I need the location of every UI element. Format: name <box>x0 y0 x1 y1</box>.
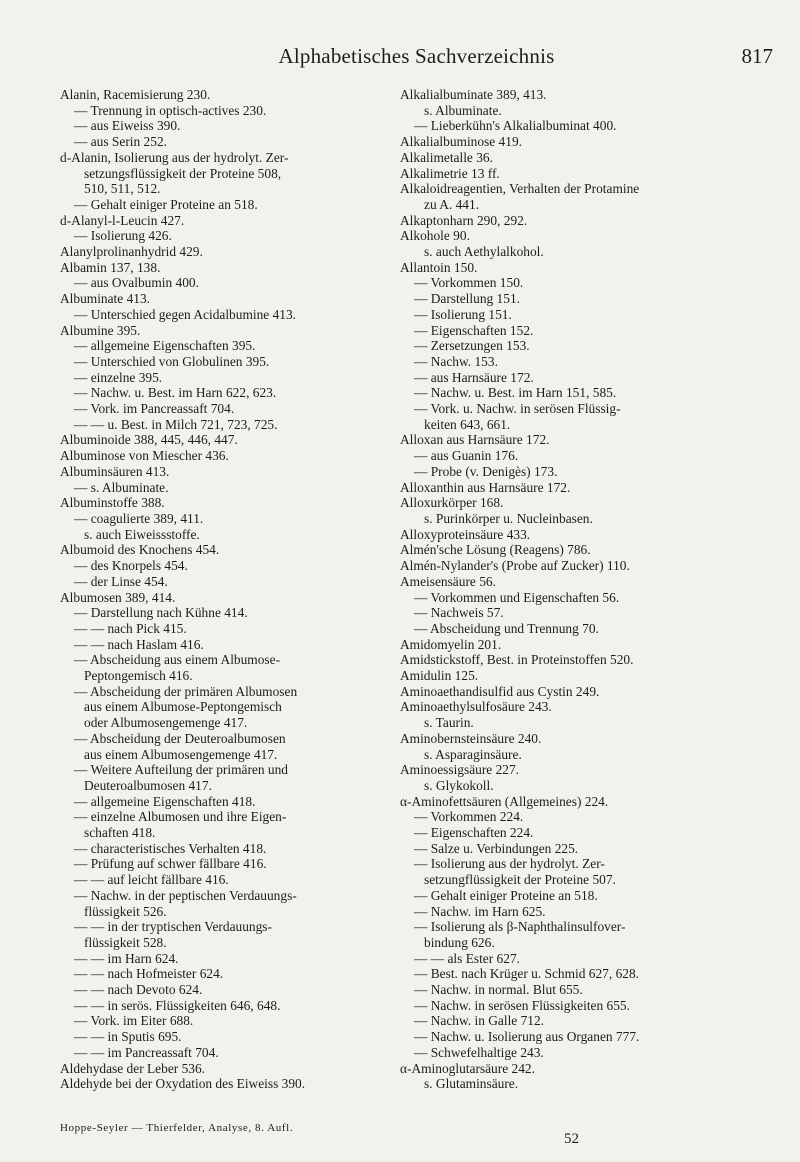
index-line: s. Purinkörper u. Nucleinbasen. <box>424 510 593 526</box>
index-line: Albuminate 413. <box>60 291 151 307</box>
index-line: — aus Serin 252. <box>74 134 167 150</box>
index-line: — — u. Best. in Milch 721, 723, 725. <box>74 416 278 432</box>
page-header <box>60 44 773 74</box>
index-line: s. auch Aethylalkohol. <box>424 244 544 260</box>
index-line: — der Linse 454. <box>74 573 168 589</box>
index-line: — Darstellung 151. <box>414 291 520 307</box>
index-line: — Lieberkühn's Alkalialbuminat 400. <box>414 118 617 134</box>
index-line: Albuminstoffe 388. <box>60 495 165 511</box>
index-line: — Nachw. u. Isolierung aus Organen 777. <box>414 1029 640 1045</box>
index-line: bindung 626. <box>424 934 495 950</box>
index-line: schaften 418. <box>84 825 156 841</box>
index-line: zu A. 441. <box>424 196 480 212</box>
index-line: Ameisensäure 56. <box>400 573 496 589</box>
index-line: Alkaloidreagentien, Verhalten der Protamine <box>400 181 640 197</box>
index-line: flüssigkeit 528. <box>84 934 167 950</box>
index-line: keiten 643, 661. <box>424 416 511 432</box>
index-line: Alkalialbuminate 389, 413. <box>400 87 547 102</box>
page-title: Alphabetisches Sachverzeichnis <box>278 44 555 68</box>
index-line: — — im Harn 624. <box>74 950 179 966</box>
index-line: s. Albuminate. <box>424 102 502 118</box>
index-line: s. auch Eiweissstoffe. <box>84 526 200 542</box>
index-line: — Nachw. im Harn 625. <box>414 903 546 919</box>
index-line: Amidulin 125. <box>400 668 479 684</box>
index-line: — Darstellung nach Kühne 414. <box>74 605 248 621</box>
index-line: — Isolierung 426. <box>74 228 172 244</box>
index-line: — Nachw. 153. <box>414 353 498 369</box>
page-number: 817 <box>741 44 773 68</box>
index-line: d-Alanyl-l-Leucin 427. <box>60 212 185 228</box>
index-line: α-Aminofettsäuren (Allgemeines) 224. <box>400 793 609 809</box>
index-line: — Unterschied von Globulinen 395. <box>74 353 270 369</box>
index-line: — Unterschied gegen Acidalbumine 413. <box>74 306 297 322</box>
index-line: — Nachw. in Galle 712. <box>414 1013 545 1029</box>
index-line: setzungflüssigkeit der Proteine 507. <box>424 872 616 888</box>
index-line: — Nachweis 57. <box>414 605 504 621</box>
index-line: — aus Guanin 176. <box>414 448 519 464</box>
index-line: — Abscheidung der Deuteroalbumosen <box>74 730 286 746</box>
index-line: s. Glykokoll. <box>424 777 494 793</box>
index-line: — Eigenschaften 152. <box>414 322 534 338</box>
index-line: — — als Ester 627. <box>414 950 520 966</box>
index-line: Deuteroalbumosen 417. <box>84 777 212 793</box>
index-line: — aus Eiweiss 390. <box>74 118 181 134</box>
index-line: Albuminose von Miescher 436. <box>60 448 229 464</box>
index-line: — — im Pancreassaft 704. <box>74 1044 219 1060</box>
index-line: — Vorkommen 224. <box>414 809 524 825</box>
index-line: — Isolierung als β-Naphthalinsulfover- <box>414 919 626 935</box>
index-line: — Nachw. u. Best. im Harn 151, 585. <box>414 385 617 401</box>
index-line: d-Alanin, Isolierung aus der hydrolyt. Zer- <box>60 149 289 165</box>
index-line: — — in Sputis 695. <box>74 1029 182 1045</box>
index-line: Albamin 137, 138. <box>60 259 161 275</box>
index-line: — aus Harnsäure 172. <box>414 369 534 385</box>
index-line: — einzelne Albumosen und ihre Eigen- <box>74 809 287 825</box>
index-line: — Nachw. in der peptischen Verdauungs- <box>74 887 297 903</box>
index-line: — s. Albuminate. <box>74 479 169 495</box>
index-line: — Best. nach Krüger u. Schmid 627, 628. <box>414 966 640 982</box>
index-line: — — nach Devoto 624. <box>74 982 203 998</box>
index-line: — Trennung in optisch-actives 230. <box>74 102 267 118</box>
index-line: s. Glutaminsäure. <box>424 1076 519 1092</box>
index-column-right <box>400 87 776 1092</box>
index-line: — Vorkommen und Eigenschaften 56. <box>414 589 620 605</box>
index-line: — Abscheidung der primären Albumosen <box>74 683 298 699</box>
index-line: Alkalimetrie 13 ff. <box>400 165 500 181</box>
index-line: — Abscheidung aus einem Albumose- <box>74 652 281 668</box>
index-line: Alkohole 90. <box>400 228 470 244</box>
index-line: — — nach Pick 415. <box>74 620 187 636</box>
index-line: — — nach Hofmeister 624. <box>74 966 224 982</box>
index-line: Alloxanthin aus Harnsäure 172. <box>400 479 571 495</box>
index-line: Albuminsäuren 413. <box>60 463 170 479</box>
index-line: Alkalimetalle 36. <box>400 149 493 165</box>
index-line: — Vorkommen 150. <box>414 275 524 291</box>
index-line: — Prüfung auf schwer fällbare 416. <box>74 856 267 872</box>
index-line: — Vork. u. Nachw. in serösen Flüssig- <box>414 401 621 417</box>
index-line: — Weitere Aufteilung der primären und <box>74 762 288 778</box>
index-line: — allgemeine Eigenschaften 395. <box>74 338 256 354</box>
index-line: — Vork. im Pancreassaft 704. <box>74 401 235 417</box>
index-line: Albumine 395. <box>60 322 141 338</box>
index-line: s. Taurin. <box>424 715 474 731</box>
index-line: Allantoin 150. <box>400 259 478 275</box>
index-line: — allgemeine Eigenschaften 418. <box>74 793 256 809</box>
index-line: Albumosen 389, 414. <box>60 589 176 605</box>
index-line: — Gehalt einiger Proteine an 518. <box>414 887 598 903</box>
index-line: — Vork. im Eiter 688. <box>74 1013 194 1029</box>
index-line: — Schwefelhaltige 243. <box>414 1044 544 1060</box>
index-line: — — nach Haslam 416. <box>74 636 204 652</box>
index-line: Alanylprolinanhydrid 429. <box>60 244 203 260</box>
index-line: Aminoaethandisulfid aus Cystin 249. <box>400 683 600 699</box>
index-line: — Zersetzungen 153. <box>414 338 530 354</box>
book-footer: Hoppe-Seyler — Thierfelder, Analyse, 8. Aufl. <box>60 1122 294 1134</box>
index-line: Peptongemisch 416. <box>84 668 193 684</box>
index-line: — Probe (v. Denigès) 173. <box>414 463 558 479</box>
index-line: — Abscheidung und Trennung 70. <box>414 620 599 636</box>
index-line: Albuminoide 388, 445, 446, 447. <box>60 432 238 448</box>
index-line: Amidomyelin 201. <box>400 636 502 652</box>
index-line: Aminoaethylsulfosäure 243. <box>400 699 552 715</box>
index-line: Albumoid des Knochens 454. <box>60 542 220 558</box>
index-line: flüssigkeit 526. <box>84 903 167 919</box>
index-line: Alloxurkörper 168. <box>400 495 504 511</box>
index-line: s. Asparaginsäure. <box>424 746 522 762</box>
index-line: — characteristisches Verhalten 418. <box>74 840 267 856</box>
index-line: — Eigenschaften 224. <box>414 825 534 841</box>
index-line: — coagulierte 389, 411. <box>74 510 204 526</box>
index-line: — — in der tryptischen Verdauungs- <box>74 919 272 935</box>
index-line: — Nachw. in normal. Blut 655. <box>414 982 583 998</box>
index-line: aus einem Albumose-Peptongemisch <box>84 699 282 715</box>
index-line: Aldehyde bei der Oxydation des Eiweiss 390. <box>60 1076 306 1092</box>
index-column-left <box>60 87 378 1092</box>
index-line: Alloxan aus Harnsäure 172. <box>400 432 550 448</box>
signature-mark: 52 <box>564 1131 579 1147</box>
index-line: — Nachw. in serösen Flüssigkeiten 655. <box>414 997 630 1013</box>
index-line: setzungsflüssigkeit der Proteine 508, <box>84 165 282 181</box>
index-line: oder Albumosengemenge 417. <box>84 715 248 731</box>
index-line: — des Knorpels 454. <box>74 558 188 574</box>
index-line: Alkalialbuminose 419. <box>400 134 522 150</box>
index-line: — — auf leicht fällbare 416. <box>74 872 229 888</box>
index-line: — Salze u. Verbindungen 225. <box>414 840 579 856</box>
index-line: Almén-Nylander's (Probe auf Zucker) 110. <box>400 558 630 574</box>
index-line: Alkaptonharn 290, 292. <box>400 212 528 228</box>
index-line: Alanin, Racemisierung 230. <box>60 87 211 102</box>
index-line: — Gehalt einiger Proteine an 518. <box>74 196 258 212</box>
index-line: — Isolierung aus der hydrolyt. Zer- <box>414 856 605 872</box>
index-line: α-Aminoglutarsäure 242. <box>400 1060 535 1076</box>
index-line: Amidstickstoff, Best. in Proteinstoffen 520. <box>400 652 634 668</box>
index-line: — — in serös. Flüssigkeiten 646, 648. <box>74 997 281 1013</box>
index-line: Aminobernsteinsäure 240. <box>400 730 542 746</box>
index-line: Alloxyproteinsäure 433. <box>400 526 531 542</box>
index-line: Aldehydase der Leber 536. <box>60 1060 206 1076</box>
index-line: — einzelne 395. <box>74 369 163 385</box>
index-line: aus einem Albumosengemenge 417. <box>84 746 278 762</box>
index-line: Almén'sche Lösung (Reagens) 786. <box>400 542 591 558</box>
index-line: — Isolierung 151. <box>414 306 512 322</box>
index-line: 510, 511, 512. <box>84 181 161 197</box>
index-line: — aus Ovalbumin 400. <box>74 275 199 291</box>
index-line: Aminoessigsäure 227. <box>400 762 520 778</box>
index-line: — Nachw. u. Best. im Harn 622, 623. <box>74 385 277 401</box>
